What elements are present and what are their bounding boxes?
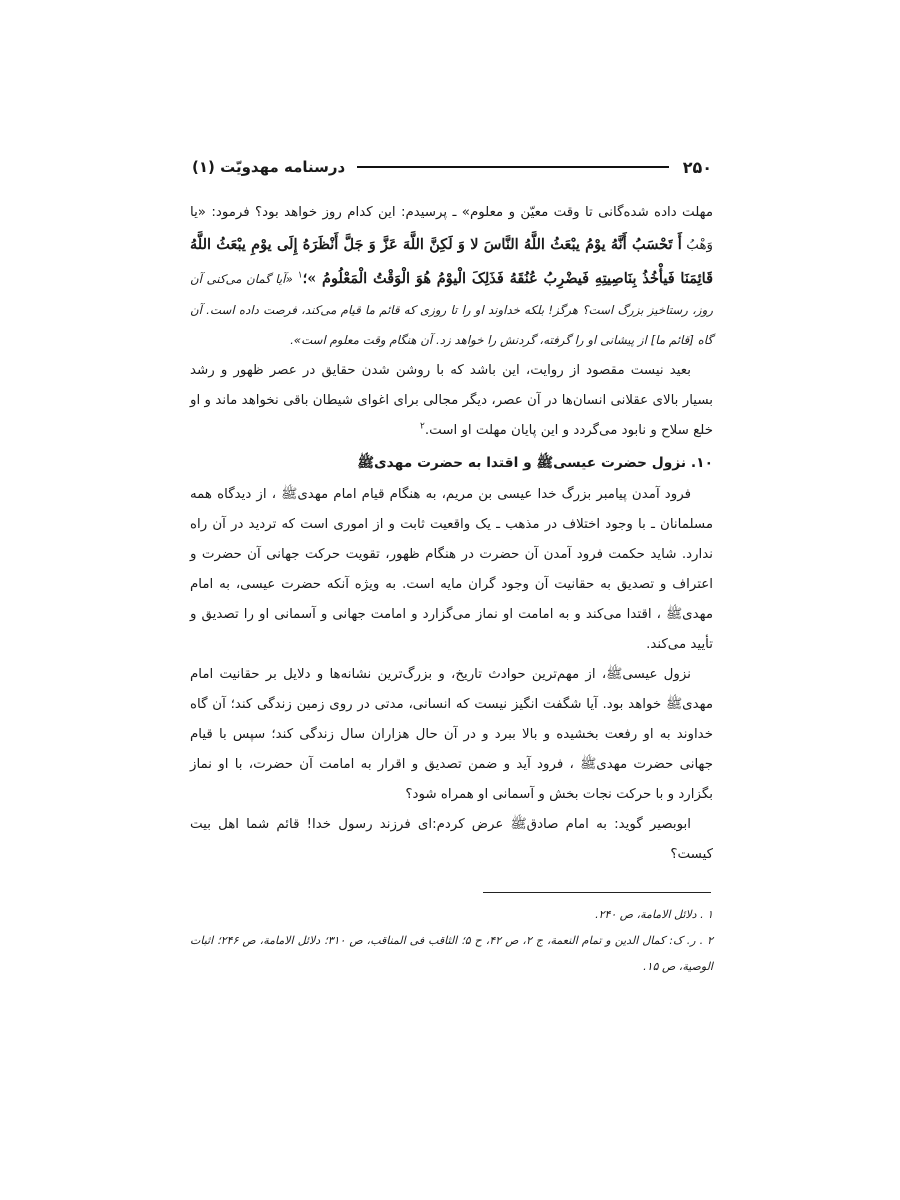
page-header bbox=[192, 154, 712, 180]
paragraph-3: فرود آمدن پیامبر بزرگ خدا عیسی بن مریم، به هنگام قیام امام مهدیﷺ ، از دیدگاه همه مسلمانان ـ با وجود اختلاف در مذهب ـ یک واقعیت ثابت و از اموری است که تردید در آن راه ندارد. شاید حکمت فرود آمدن آن حضرت در هنگام ظهور، تقویت حرکت جهانی آن حضرت و اعتراف و تصدیق به حقانیت آن وجود گران مایه است. به ویژه آنکه حضرت عیسی، به امام مهدیﷺ ، اقتدا می‌کند و به امامت او نماز می‌گزارد و امامت جهانی و آسمانی او را تصدیق و تأیید می‌کند. bbox=[190, 487, 713, 652]
paragraph-2 bbox=[190, 356, 713, 446]
footnote-2: ۲ . ر. ک: کمال الدین و تمام النعمة، ج ۲، ص ۴۲، ح ۵؛ الثاقب فی المناقب، ص ۳۱۰؛ دلائل الامامة، ص ۲۴۶؛ اثبات الوصیة، ص ۱۵. bbox=[190, 934, 713, 973]
page-body bbox=[190, 198, 713, 870]
footnotes bbox=[190, 902, 713, 980]
paragraph-2-text: بعید نیست مقصود از روایت، این باشد که با روشن شدن حقایق در عصر ظهور و رشد بسیار بالای عقلانی انسان‌ها در آن عصر، دیگر مجالی برای اغوای شیطان باقی نخواهد ماند و او خلع سلاح و نابود می‌گردد و این پایان مهلت او است. bbox=[190, 363, 713, 438]
footnote-marker-2: ۲ bbox=[419, 421, 425, 432]
hadith-translation: «آیا گمان می‌کنی آن روز، رستاخیز بزرگ است؟ هرگز! بلکه خداوند او را تا روزی که قائم ما قیام می‌کند، فرصت داده است. آن گاه [قائم ما] از پیشانی او را گرفته، گردنش را خواهد زد. آن هنگام وقت معلوم است». bbox=[190, 272, 713, 347]
paragraph-4: نزول عیسیﷺ، از مهم‌ترین حوادث تاریخ، و بزرگ‌ترین نشانه‌ها و دلایل بر حقانیت امام مهدیﷺ خواهد بود. آیا شگفت انگیز نیست که انسانی، مدتی در روی زمین زندگی کند؛ آن گاه خداوند به او رفعت بخشیده و بالا ببرد و در آن حال هزاران سال زندگی کند؛ سپس با قیام جهانی حضرت مهدیﷺ ، فرود آید و ضمن تصدیق و اقرار به امامت آن حضرت، با او نماز بگزارد و با حرکت نجات بخش و آسمانی او همراه شود؟ bbox=[190, 667, 713, 802]
page-number: ۲۵۰ bbox=[682, 157, 712, 177]
book-title: درسنامه مهدویّت (۱) bbox=[192, 158, 346, 176]
footnote-1: ۱ . دلائل الامامة، ص ۲۴۰. bbox=[595, 908, 713, 921]
intro-text: مهلت داده شده‌گانی تا وقت معیّن و معلوم» ـ پرسیدم: این کدام روز خواهد بود؟ فرمود: «یا وَهْبُ bbox=[190, 205, 713, 253]
footnote-marker-1: ۱ bbox=[297, 270, 303, 281]
paragraph-intro bbox=[190, 198, 713, 356]
paragraph-5: ابوبصیر گوید: به امام صادقﷺ عرض کردم:ای فرزند رسول خدا! قائم شما اهل بیت کیست؟ bbox=[190, 817, 713, 862]
header-rule bbox=[357, 166, 668, 168]
section-heading: ۱۰. نزول حضرت عیسیﷺ و اقتدا به حضرت مهدیﷺ bbox=[357, 455, 713, 471]
arabic-hadith: أَ تَحْسَبُ أَنَّهُ یوْمُ یبْعَثُ اللَّهُ النَّاسَ لا وَ لَکِنَّ اللَّهَ عَزَّ وَ جَلَّ أَنْظَرَهُ إِلَى یوْمِ یبْعَثُ اللَّهُ قَائِمَنَا فَیأْخُذُ بِنَاصِیتِهِ فَیضْرِبُ عُنُقَهُ فَذَلِکَ الْیوْمُ هُوَ الْوَقْتُ الْمَعْلُومُ »؛ bbox=[190, 236, 713, 287]
footnote-separator bbox=[483, 892, 711, 893]
